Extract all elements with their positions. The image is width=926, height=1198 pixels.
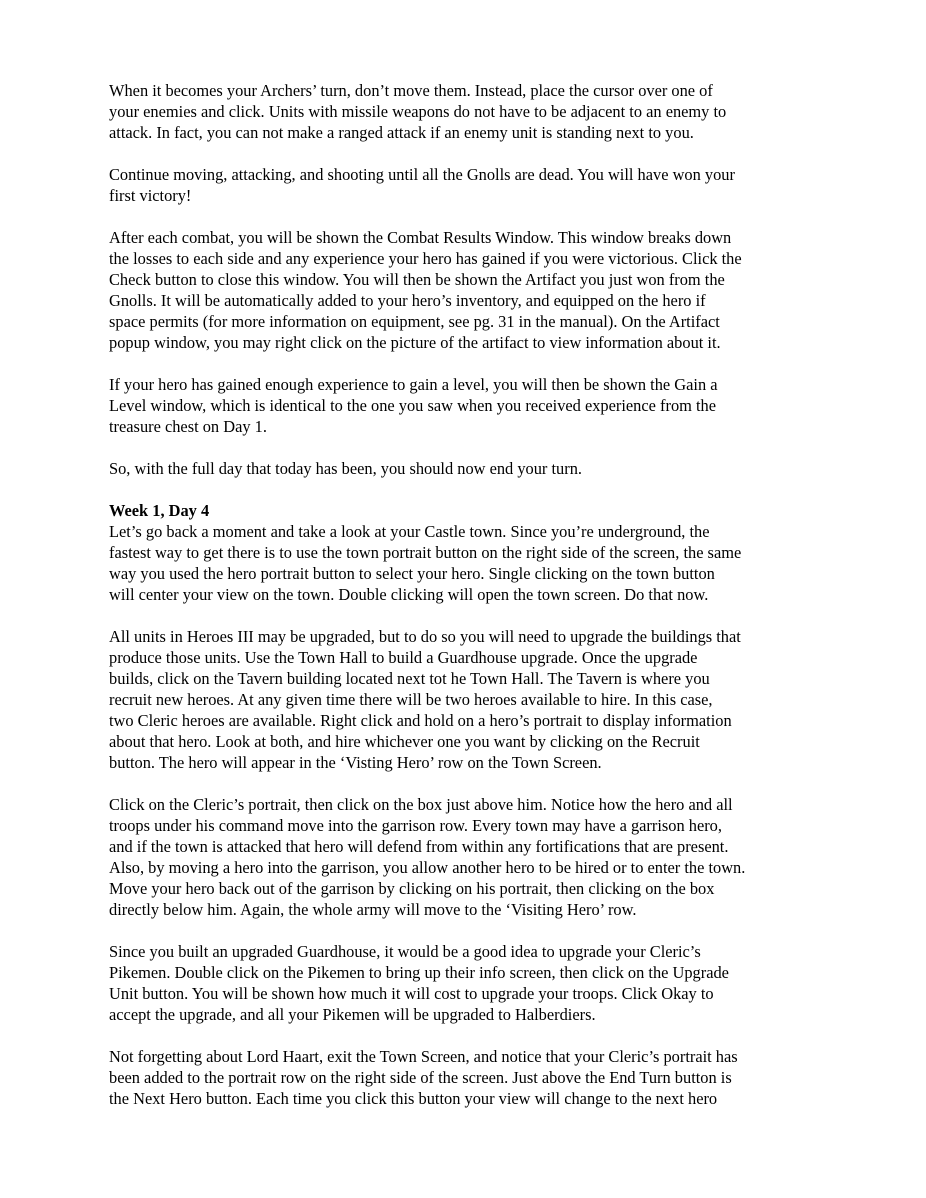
intro-paragraph: [109, 458, 821, 479]
text-line: accept the upgrade, and all your Pikemen will be upgraded to Halberdiers.: [109, 1005, 596, 1024]
text-line: troops under his command move into the garrison row. Every town may have a garrison hero,: [109, 816, 722, 835]
text-line: space permits (for more information on equipment, see pg. 31 in the manual). On the Artifact: [109, 312, 720, 331]
section-paragraph: [109, 1046, 821, 1109]
section-paragraph: [109, 626, 821, 773]
text-line: builds, click on the Tavern building located next tot he Town Hall. The Tavern is where you: [109, 669, 710, 688]
section-paragraph: [109, 794, 821, 920]
text-line: Not forgetting about Lord Haart, exit the Town Screen, and notice that your Cleric’s portrait has: [109, 1047, 738, 1066]
text-line: Move your hero back out of the garrison by clicking on his portrait, then clicking on the box: [109, 879, 715, 898]
section-heading: Week 1, Day 4: [109, 501, 210, 520]
text-line: fastest way to get there is to use the town portrait button on the right side of the screen, the same: [109, 543, 742, 562]
text-line: the losses to each side and any experience your hero has gained if you were victorious. Click the: [109, 249, 742, 268]
text-line: been added to the portrait row on the right side of the screen. Just above the End Turn button is: [109, 1068, 732, 1087]
text-line: attack. In fact, you can not make a ranged attack if an enemy unit is standing next to you.: [109, 123, 694, 142]
text-line: the Next Hero button. Each time you click this button your view will change to the next hero: [109, 1089, 718, 1108]
text-line: Unit button. You will be shown how much it will cost to upgrade your troops. Click Okay to: [109, 984, 714, 1003]
text-line: Check button to close this window. You will then be shown the Artifact you just won from the: [109, 270, 725, 289]
section-week1-day4: [109, 500, 821, 1109]
text-line: popup window, you may right click on the picture of the artifact to view information about it.: [109, 333, 721, 352]
intro-paragraph: [109, 80, 821, 143]
text-line: All units in Heroes III may be upgraded, but to do so you will need to upgrade the buildings that: [109, 627, 741, 646]
text-line: So, with the full day that today has been, you should now end your turn.: [109, 459, 582, 478]
document-page: [109, 80, 821, 1130]
section-paragraph: [109, 521, 821, 605]
intro-paragraphs: [109, 80, 821, 479]
section-paragraph: [109, 941, 821, 1025]
text-line: will center your view on the town. Double clicking will open the town screen. Do that now.: [109, 585, 709, 604]
text-line: produce those units. Use the Town Hall to build a Guardhouse upgrade. Once the upgrade: [109, 648, 698, 667]
text-line: Pikemen. Double click on the Pikemen to bring up their info screen, then click on the Upgrade: [109, 963, 729, 982]
text-line: After each combat, you will be shown the Combat Results Window. This window breaks down: [109, 228, 732, 247]
section-body: [109, 521, 821, 1109]
text-line: Since you built an upgraded Guardhouse, it would be a good idea to upgrade your Cleric’s: [109, 942, 701, 961]
text-line: Let’s go back a moment and take a look at your Castle town. Since you’re underground, the: [109, 522, 710, 541]
text-line: button. The hero will appear in the ‘Visting Hero’ row on the Town Screen.: [109, 753, 602, 772]
text-line: recruit new heroes. At any given time there will be two heroes available to hire. In this case,: [109, 690, 713, 709]
text-line: When it becomes your Archers’ turn, don’t move them. Instead, place the cursor over one of: [109, 81, 713, 100]
text-line: Gnolls. It will be automatically added to your hero’s inventory, and equipped on the hero if: [109, 291, 706, 310]
text-line: two Cleric heroes are available. Right click and hold on a hero’s portrait to display information: [109, 711, 732, 730]
text-line: Continue moving, attacking, and shooting until all the Gnolls are dead. You will have won your: [109, 165, 735, 184]
text-line: and if the town is attacked that hero will defend from within any fortifications that are present.: [109, 837, 729, 856]
intro-paragraph: [109, 164, 821, 206]
intro-paragraph: [109, 374, 821, 437]
text-line: Click on the Cleric’s portrait, then click on the box just above him. Notice how the hero and all: [109, 795, 733, 814]
intro-paragraph: [109, 227, 821, 353]
text-line: If your hero has gained enough experience to gain a level, you will then be shown the Gain a: [109, 375, 718, 394]
text-line: way you used the hero portrait button to select your hero. Single clicking on the town button: [109, 564, 715, 583]
text-line: treasure chest on Day 1.: [109, 417, 267, 436]
text-line: Also, by moving a hero into the garrison, you allow another hero to be hired or to enter the town.: [109, 858, 746, 877]
text-line: about that hero. Look at both, and hire whichever one you want by clicking on the Recruit: [109, 732, 700, 751]
text-line: first victory!: [109, 186, 192, 205]
text-line: Level window, which is identical to the one you saw when you received experience from the: [109, 396, 717, 415]
text-line: directly below him. Again, the whole army will move to the ‘Visiting Hero’ row.: [109, 900, 637, 919]
text-line: your enemies and click. Units with missile weapons do not have to be adjacent to an enemy to: [109, 102, 727, 121]
